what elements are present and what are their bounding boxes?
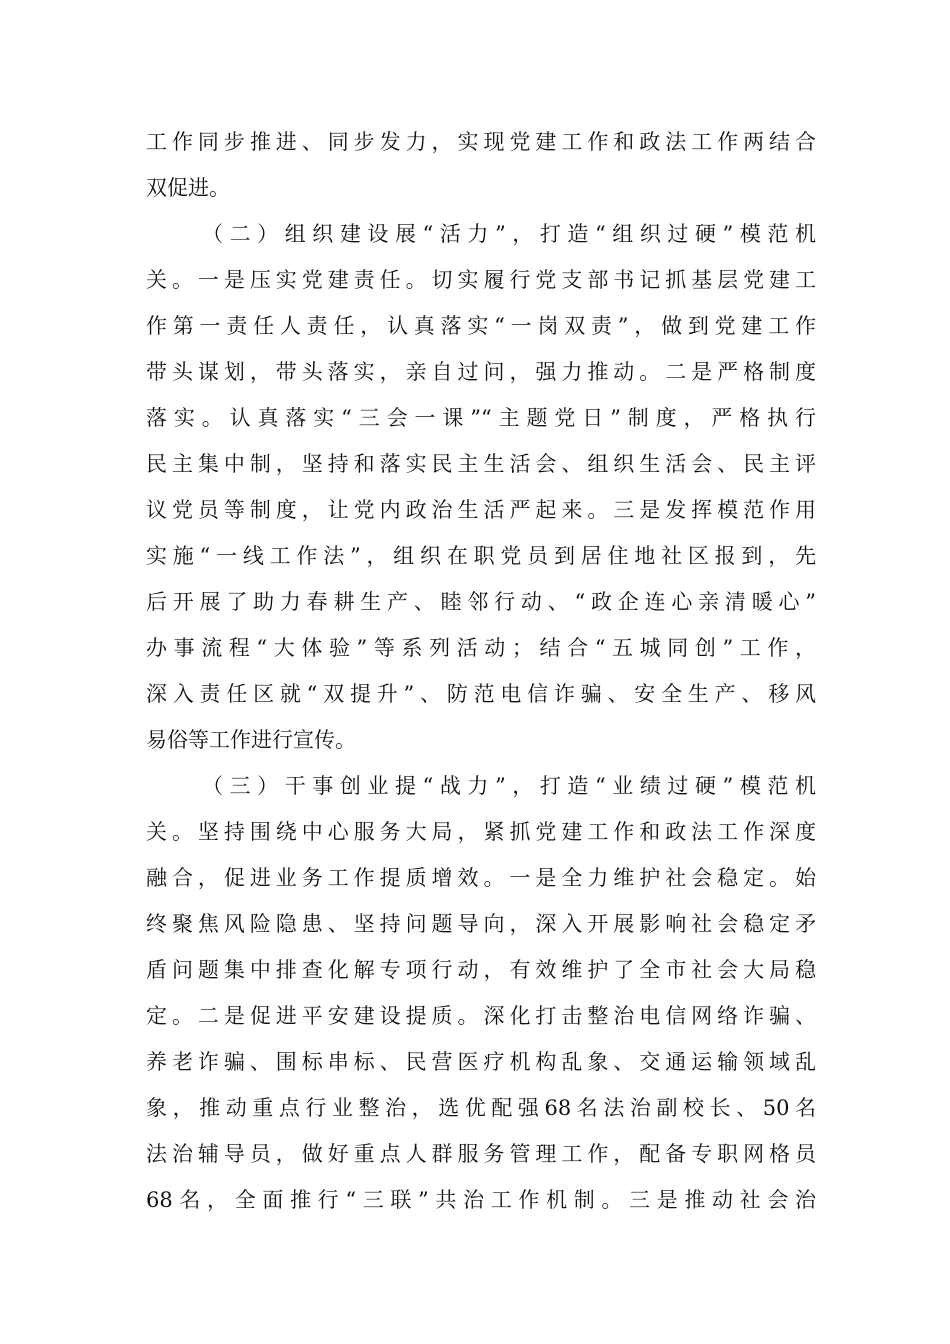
text-line: 定。二是促进平安建设提质。深化打击整治电信网络诈骗、 [146,1004,816,1028]
text-line: 易俗等工作进行宣传。 [146,728,356,752]
text-line: 养老诈骗、围标串标、民营医疗机构乱象、交通运输领域乱 [146,1050,816,1074]
text-line: 民主集中制，坚持和落实民主生活会、组织生活会、民主评 [146,452,816,476]
text-line: 作第一责任人责任，认真落实“一岗双责”，做到党建工作 [146,314,816,338]
text-line: 盾问题集中排查化解专项行动，有效维护了全市社会大局稳 [146,958,816,982]
text-line: 法治辅导员，做好重点人群服务管理工作，配备专职网格员 [146,1142,816,1166]
text-line: 关。坚持围绕中心服务大局，紧抓党建工作和政法工作深度 [146,820,816,844]
text-line: 象，推动重点行业整治，选优配强68名法治副校长、50名 [146,1096,816,1120]
text-line: 议党员等制度，让党内政治生活严起来。三是发挥模范作用 [146,498,816,522]
text-line: 深入责任区就“双提升”、防范电信诈骗、安全生产、移风 [146,682,816,706]
section-heading-line: （二）组织建设展“活力”，打造“组织过硬”模范机 [202,222,816,246]
text-line: 双促进。 [146,176,230,200]
text-line: 终聚焦风险隐患、坚持问题导向，深入开展影响社会稳定矛 [146,912,816,936]
text-line: 工作同步推进、同步发力，实现党建工作和政法工作两结合 [146,130,816,154]
section-heading-line: （三）干事创业提“战力”，打造“业绩过硬”模范机 [202,774,816,798]
text-line: 68名，全面推行“三联”共治工作机制。三是推动社会治 [146,1188,816,1212]
body-text [146,119,816,1223]
text-line: 实施“一线工作法”，组织在职党员到居住地社区报到，先 [146,544,816,568]
text-line: 关。一是压实党建责任。切实履行党支部书记抓基层党建工 [146,268,816,292]
text-line: 后开展了助力春耕生产、睦邻行动、“政企连心亲清暖心” [146,590,816,614]
text-line: 带头谋划，带头落实，亲自过问，强力推动。二是严格制度 [146,360,816,384]
text-line: 落实。认真落实“三会一课”“主题党日”制度，严格执行 [146,406,816,430]
text-line: 办事流程“大体验”等系列活动；结合“五城同创”工作， [146,636,816,660]
text-line: 融合，促进业务工作提质增效。一是全力维护社会稳定。始 [146,866,816,890]
